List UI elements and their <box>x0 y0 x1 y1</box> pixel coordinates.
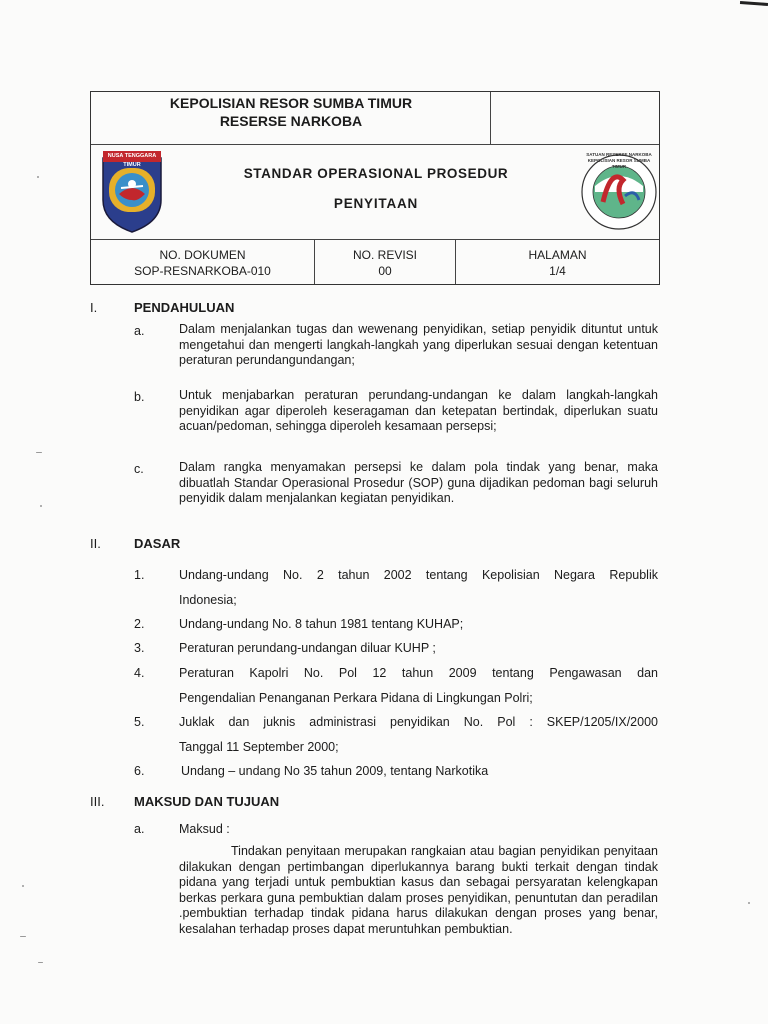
organization-name: KEPOLISIAN RESOR SUMBA TIMUR <box>169 95 413 111</box>
page-label: HALAMAN <box>528 248 587 262</box>
doc-number-label: NO. DOKUMEN <box>159 248 246 262</box>
scan-speck <box>38 962 43 963</box>
list-text: Juklak dan juknis administrasi penyidikan No. Pol : SKEP/1205/IX/2000 <box>179 715 658 729</box>
item-marker: b. <box>134 390 145 404</box>
scan-speck <box>40 505 42 507</box>
revision-value: 00 <box>378 264 392 278</box>
paragraph: Dalam menjalankan tugas dan wewenang penyidikan, setiap penyidik dituntut untuk mengetahui dan mengerti langkah-langkah yang diperlukan sesuai dengan ketentuan peraturan perundangundangan; <box>179 322 658 367</box>
list-number: 4. <box>134 666 145 680</box>
item-marker: c. <box>134 462 144 476</box>
list-number: 1. <box>134 568 145 582</box>
unit-name: RESERSE NARKOBA <box>219 113 363 129</box>
list-number: 3. <box>134 641 145 655</box>
list-text: Undang – undang No 35 tahun 2009, tentang Narkotika <box>181 764 489 778</box>
page-cell <box>456 247 659 279</box>
section-number: III. <box>90 794 105 809</box>
list-text-continued: Tanggal 11 September 2000; <box>179 740 339 754</box>
document-header-table <box>90 91 660 285</box>
section-title: MAKSUD DAN TUJUAN <box>134 794 280 809</box>
list-text: Peraturan perundang-undangan diluar KUHP ; <box>179 641 436 655</box>
document-subject: PENYITAAN <box>333 196 419 211</box>
logo-caption: NUSA TENGGARA TIMUR <box>107 153 157 168</box>
revision-cell <box>315 247 455 279</box>
paragraph: Tindakan penyitaan merupakan rangkaian atau bagian penyidikan penyitaan dilakukan dengan pertimbangan diperlukannya barang bukti terkait dengan tindak pidana yang terjadi untuk pembuktian kasus dan sebagai persyaratan kelengkapan berkas perkara guna pembuktian dalam proses penyidikan, penuntutan dan peradilan .pembuktian terhadap tindak pidana harus dilakukan dengan proses yang benar, kesalahan terhadap proses dapat meruntuhkan pembuktian. <box>179 844 658 936</box>
list-text: Undang-undang No. 2 tahun 2002 tentang Kepolisian Negara Republik <box>179 568 658 582</box>
section-number: II. <box>90 536 101 551</box>
list-text: Undang-undang No. 8 tahun 1981 tentang KUHAP; <box>179 617 464 631</box>
page-value: 1/4 <box>549 264 566 278</box>
list-number: 5. <box>134 715 145 729</box>
revision-label: NO. REVISI <box>352 248 417 262</box>
paragraph: Dalam rangka menyamakan persepsi ke dalam pola tindak yang benar, maka dibuatlah Standar Operasional Prosedur (SOP) guna dijadikan pedoman bagi seluruh penyidik dalam menjalankan kegiatan penyidikan. <box>179 460 658 505</box>
scan-speck <box>37 176 39 178</box>
section-title: PENDAHULUAN <box>134 300 235 315</box>
scan-speck <box>748 902 750 904</box>
narcotics-unit-seal <box>579 144 659 236</box>
list-text-continued: Pengendalian Penanganan Perkara Pidana di Lingkungan Polri; <box>179 691 533 705</box>
subsection-title: Maksud : <box>179 822 230 836</box>
police-shield-logo <box>99 148 165 234</box>
scan-speck <box>36 452 42 453</box>
seal-caption: SATUAN RESERSE NARKOBA KEPOLISIAN RESOR SUMBA TIMUR <box>586 152 652 169</box>
section-title: DASAR <box>134 536 181 551</box>
item-marker: a. <box>134 822 145 836</box>
paragraph: Untuk menjabarkan peraturan perundang-undangan ke dalam langkah-langkah penyidikan agar diperoleh keseragaman dan ketepatan bertindak, diperlukan suatu acuan/pedoman, sehingga diperoleh kesamaan persepsi; <box>179 388 658 433</box>
list-number: 2. <box>134 617 145 631</box>
doc-number-value: SOP-RESNARKOBA-010 <box>134 264 271 278</box>
list-text: Peraturan Kapolri No. Pol 12 tahun 2009 tentang Pengawasan dan <box>179 666 658 680</box>
corner-mark <box>740 1 768 6</box>
doc-number-cell <box>91 247 314 279</box>
list-text-continued: Indonesia; <box>179 593 237 607</box>
list-number: 6. <box>134 764 145 778</box>
scan-speck <box>22 885 24 887</box>
item-marker: a. <box>134 324 145 338</box>
section-number: I. <box>90 300 98 315</box>
document-title: STANDAR OPERASIONAL PROSEDUR <box>243 166 509 181</box>
scan-speck <box>20 936 26 937</box>
